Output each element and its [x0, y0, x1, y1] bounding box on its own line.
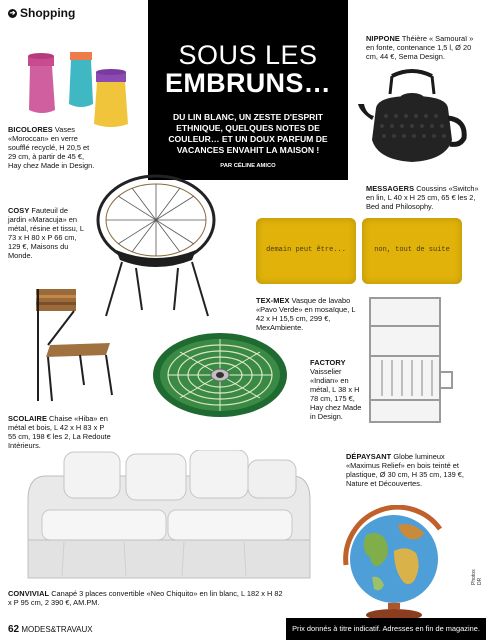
headline-line2: EMBRUNS…	[165, 68, 331, 98]
page-number: 62	[8, 624, 20, 635]
cushion-left-text: demain peut être...	[266, 246, 346, 254]
caption-convivial-text: Canapé 3 places convertible «Neo Chiquito» en lin blanc, L 182 x H 82 x P 95 cm, 2 390 €, AM.PM.	[8, 589, 283, 607]
dish-rack-image	[366, 296, 456, 426]
caption-cosy-name: COSY	[8, 206, 30, 215]
cushion-right	[362, 218, 462, 284]
pink-vase	[28, 53, 55, 113]
caption-convivial-name: CONVIVIAL	[8, 589, 50, 598]
caption-scolaire	[8, 414, 112, 450]
caption-depaysant-text: Globe lumineux «Maximus Relief» en bois teinté et plastique, Ø 30 cm, H 35 cm, 139 €, Nature et Découvertes.	[346, 452, 464, 488]
photo-credit: Photos DR	[471, 569, 483, 585]
caption-factory	[310, 358, 366, 421]
caption-convivial	[8, 589, 288, 607]
caption-bicolores-name: BICOLORES	[8, 125, 53, 134]
lead-paragraph: DU LIN BLANC, UN ZESTE D'ESPRIT ETHNIQUE, QUELQUES NOTES DE COULEUR… ET UN DOUX PARFUM DE VACANCES ENVAHIT LA MAISON !	[168, 112, 328, 155]
section-title: Shopping	[20, 6, 76, 20]
caption-cosy	[8, 206, 88, 260]
caption-factory-name: FACTORY	[310, 358, 346, 367]
caption-nippone	[366, 34, 480, 61]
caption-nippone-text: Théière « Samouraï » en fonte, contenance 1,5 l, Ø 20 cm, 44 €, Sema Design.	[366, 34, 474, 61]
caption-factory-text: Vaisselier «Indian» en métal, L 38 x H 78 cm, 175 €, Hay chez Made in Design.	[310, 367, 362, 421]
vases-image	[22, 48, 140, 128]
headline-block	[148, 0, 348, 180]
caption-messagers-text: Coussins «Switch» en lin, L 40 x H 25 cm, 65 € les 2, Bed and Philosophy.	[366, 184, 479, 211]
arrow-icon: ➔	[9, 9, 16, 17]
caption-scolaire-text: Chaise «Hiba» en métal et bois, L 42 x H 83 x P 55 cm, 198 € les 2, La Redoute Intérieurs.	[8, 414, 111, 450]
caption-messagers	[366, 184, 480, 211]
globe-image	[336, 505, 456, 623]
caption-texmex-text: Vasque de lavabo «Pavo Verde» en mosaïque, L 42 x H 15,5 cm, 299 €, MexAmbiente.	[256, 296, 356, 332]
byline: PAR CÉLINE AMICO	[220, 163, 276, 169]
cushion-left	[256, 218, 356, 284]
caption-scolaire-name: SCOLAIRE	[8, 414, 47, 423]
caption-bicolores	[8, 125, 98, 170]
page-footer	[8, 624, 93, 635]
caption-cosy-text: Fauteuil de jardin «Maracuja» en métal, résine et tissu, L 73 x H 80 x P 66 cm, 129 €, Maisons du Monde.	[8, 206, 84, 260]
caption-depaysant-name: DÉPAYSANT	[346, 452, 392, 461]
caption-depaysant	[346, 452, 478, 488]
caption-texmex	[256, 296, 360, 332]
headline-line1: SOUS LES	[178, 40, 318, 70]
school-chair-image	[30, 285, 120, 405]
teal-vase	[69, 52, 93, 107]
section-header	[8, 6, 75, 20]
caption-bicolores-text: Vases «Moroccan» en verre soufflé recyclé, H 20,5 et 29 cm, à partir de 45 €, Hay chez Made in Design.	[8, 125, 95, 170]
yellow-vase	[94, 69, 128, 127]
teapot-image	[356, 68, 468, 166]
footer-note: Prix donnés à titre indicatif. Adresses en fin de magazine.	[286, 618, 486, 640]
sink-image	[150, 330, 290, 420]
sofa-image	[24, 450, 314, 588]
magazine-name: MODES&TRAVAUX	[21, 625, 93, 634]
cushion-right-text: non, tout de suite	[374, 246, 450, 254]
caption-nippone-name: NIPPONE	[366, 34, 400, 43]
caption-messagers-name: MESSAGERS	[366, 184, 415, 193]
caption-texmex-name: TEX-MEX	[256, 296, 290, 305]
